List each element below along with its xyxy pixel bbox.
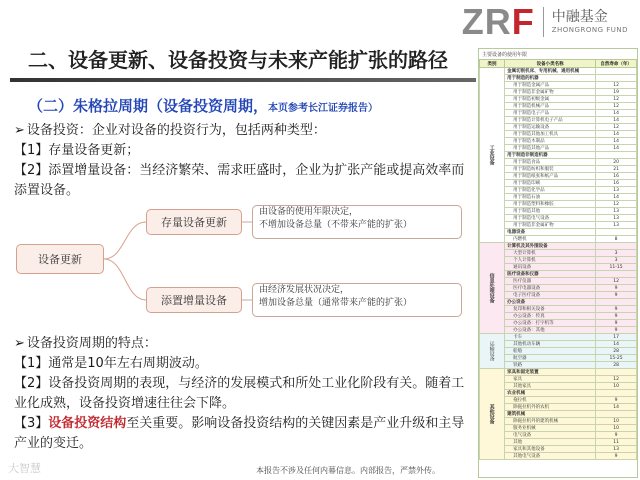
lifespan-cell: 13 xyxy=(596,215,637,222)
logo-divider xyxy=(543,7,544,37)
lifespan-cell: 28 xyxy=(596,362,637,369)
lifespan-cell: 9 xyxy=(596,432,637,439)
lifespan-cell: 14 xyxy=(596,194,637,201)
lifespan-cell: 16 xyxy=(596,180,637,187)
col-header: 类别 xyxy=(480,60,505,68)
increment-node: 添置增量设备 xyxy=(146,287,242,313)
item-cell: 用于制造石油 xyxy=(505,194,596,201)
table-row xyxy=(480,369,637,376)
source-note: 本页参考长江证券报告） xyxy=(268,103,379,114)
item-cell: 办公设备：传真 xyxy=(505,313,596,320)
lifespan-cell: 11 xyxy=(596,439,637,446)
logo-mark: ZRF xyxy=(461,1,535,42)
item-cell: 用于制造塑料和橡胶 xyxy=(505,201,596,208)
features-heading: 设备投资周期的特点： xyxy=(26,336,157,351)
item-cell: 用于制造金属产品 xyxy=(505,82,596,89)
item-cell: 卡车 xyxy=(505,334,596,341)
lifespan-cell: 14 xyxy=(596,341,637,348)
intro-line-2: 【1】存量设备更新； xyxy=(14,143,140,158)
lifespan-cell: 28 xyxy=(596,348,637,355)
lifespan-cell: 21 xyxy=(596,166,637,173)
intro-line-3: 【2】添置增量设备：当经济繁荣、需求旺盛时，企业为扩张产能或提高效率而添置设备。 xyxy=(14,163,465,198)
category-cell: 运输设备 xyxy=(480,334,505,369)
table-row xyxy=(480,243,637,250)
lifespan-cell: 10 xyxy=(596,418,637,425)
features-block xyxy=(14,334,470,454)
item-cell: 用于制造计算机电子产品 xyxy=(505,117,596,124)
lifespan-cell: 12 xyxy=(596,96,637,103)
item-cell: 用于制造机械产品 xyxy=(505,103,596,110)
item-cell: 农业机械 xyxy=(505,390,596,397)
item-cell: 用于制造食品 xyxy=(505,159,596,166)
increment-note: 由经济发展状况决定， 增加设备总量（通常带来产能的扩张） xyxy=(252,283,462,317)
lifespan-cell: 14 xyxy=(596,110,637,117)
feature-2: 【2】设备投资周期的表现，与经济的发展模式和所处工业化阶段有关。随着工业化成熟，设备投资增速往往会下降。 xyxy=(14,376,465,411)
item-cell: 拖拉机 xyxy=(505,397,596,404)
bullet-arrow-icon: ➢ xyxy=(14,123,25,138)
lifespan-cell: 13 xyxy=(596,222,637,229)
lifespan-cell: 12 xyxy=(596,278,637,285)
lifespan-cell xyxy=(596,299,637,306)
lifespan-cell: 20 xyxy=(596,159,637,166)
lifespan-cell: 11-15 xyxy=(596,264,637,271)
lifespan-cell: 9 xyxy=(596,327,637,334)
item-cell: 用于制造纸张和纸产品 xyxy=(505,173,596,180)
category-cell: 其他设备 xyxy=(480,369,505,460)
item-cell: 船舶 xyxy=(505,348,596,355)
item-cell: 办公设备：其他 xyxy=(505,327,596,334)
item-cell: 家具 xyxy=(505,376,596,383)
item-cell: 电器设备 xyxy=(505,229,596,236)
lifespan-table xyxy=(479,59,637,460)
item-cell: 用于制造化学品 xyxy=(505,187,596,194)
item-cell: 复印和相关设备 xyxy=(505,306,596,313)
lifespan-cell: 9 xyxy=(596,397,637,404)
stock-update-node: 存量设备更新 xyxy=(146,209,242,235)
intro-line-1: 设备投资：企业对设备的投资行为，包括两种类型： xyxy=(26,123,326,138)
lifespan-cell: 12 xyxy=(596,376,637,383)
item-cell: 用于制造非金属矿物 xyxy=(505,222,596,229)
item-cell: 用于制造电子产品 xyxy=(505,110,596,117)
item-cell: 用于制造其他 xyxy=(505,208,596,215)
lifespan-cell: 12 xyxy=(596,201,637,208)
table-title: 主要设备的使用年限 xyxy=(482,52,528,58)
lifespan-cell xyxy=(596,369,637,376)
item-cell: 通讯设备 xyxy=(505,264,596,271)
equipment-diagram xyxy=(10,200,472,330)
item-cell: 服务业机械 xyxy=(505,425,596,432)
watermark: 大智慧 xyxy=(8,462,41,475)
section-subtitle: （二）朱格拉周期（设备投资周期，本页参考长江证券报告） xyxy=(28,97,379,115)
item-cell: 电气设备 xyxy=(505,432,596,439)
item-cell: 用于制造木制品 xyxy=(505,138,596,145)
item-cell: 金属切削机床、专用机械、通用机械 xyxy=(505,68,596,75)
lifespan-cell: 10 xyxy=(596,425,637,432)
item-cell: 建筑机械 xyxy=(505,411,596,418)
equipment-update-node: 设备更新 xyxy=(16,244,104,274)
col-header: 自然寿命（年） xyxy=(596,60,637,68)
item-cell: 用于制造非制造机器 xyxy=(505,152,596,159)
brand-logo xyxy=(461,1,628,42)
item-cell: 用于制造的机器 xyxy=(505,75,596,82)
lifespan-cell: 14 xyxy=(596,117,637,124)
lifespan-cell xyxy=(596,390,637,397)
title-divider xyxy=(10,78,476,82)
lifespan-cell: 9 xyxy=(596,453,637,460)
lifespan-cell: 14 xyxy=(596,138,637,145)
lifespan-cell: 10 xyxy=(596,383,637,390)
item-cell: 用于制造运输设备 xyxy=(505,124,596,131)
item-cell: 用于制造其他加工机具 xyxy=(505,131,596,138)
feature-3: 【3】设备投资结构至关重要。影响设备投资结构的关键因素是产业升级和主导产业的变迁。 xyxy=(14,416,465,451)
item-cell: 用于制造纺织和服装 xyxy=(505,166,596,173)
item-cell: 办公设备：打字机等 xyxy=(505,320,596,327)
lifespan-cell: 9 xyxy=(596,306,637,313)
lifespan-cell: 3 xyxy=(596,257,637,264)
lifespan-cell xyxy=(596,152,637,159)
brand-name-en: ZHONGRONG FUND xyxy=(551,26,628,34)
item-cell: 其他机动车辆 xyxy=(505,341,596,348)
item-cell: 家具和其他设备 xyxy=(505,446,596,453)
lifespan-cell: 9 xyxy=(596,292,637,299)
table-row xyxy=(480,334,637,341)
stock-update-note: 由设备的使用年限决定， 不增加设备总量（不带来产能的扩张） xyxy=(252,205,462,239)
lifespan-cell: 9 xyxy=(596,313,637,320)
lifespan-cell: 16 xyxy=(596,173,637,180)
item-cell: 办公设备 xyxy=(505,299,596,306)
item-cell: 用于制造非金属矿物 xyxy=(505,89,596,96)
item-cell: 用于制造电气设备 xyxy=(505,215,596,222)
lifespan-cell xyxy=(596,411,637,418)
item-cell: 医疗仪器 xyxy=(505,278,596,285)
item-cell: 除拖拉机外的农机 xyxy=(505,404,596,411)
lifespan-cell: 14 xyxy=(596,145,637,152)
feature-1: 【1】通常是10年左右周期波动。 xyxy=(14,356,208,371)
lifespan-cell: 3 xyxy=(596,250,637,257)
lifespan-cell: 19 xyxy=(596,89,637,96)
col-header: 设备小类名称 xyxy=(505,60,596,68)
item-cell: 计算机及其外围设备 xyxy=(505,243,596,250)
lifespan-cell: 13 xyxy=(596,187,637,194)
item-cell: 医疗电器设备 xyxy=(505,285,596,292)
item-cell: 其他电气设备 xyxy=(505,453,596,460)
item-cell: 个人计算机 xyxy=(505,257,596,264)
highlight-structure: 设备投资结构 xyxy=(48,416,127,431)
bullet-arrow-icon: ➢ xyxy=(14,336,25,351)
lifespan-cell: 12 xyxy=(596,103,637,110)
lifespan-cell xyxy=(596,271,637,278)
item-cell: 电子医疗设备 xyxy=(505,292,596,299)
page-title: 二、设备更新、设备投资与未来产能扩张的路径 xyxy=(28,48,448,72)
table-row xyxy=(480,68,637,75)
item-cell: 除拖拉机外的建筑机械 xyxy=(505,418,596,425)
item-cell: 家具和固定装置 xyxy=(505,369,596,376)
lifespan-cell: 14 xyxy=(596,131,637,138)
item-cell: 大型计算机 xyxy=(505,250,596,257)
lifespan-cell: 9 xyxy=(596,320,637,327)
lifespan-cell xyxy=(596,243,637,250)
item-cell: 用于制造初级金属 xyxy=(505,96,596,103)
lifespan-cell: 13 xyxy=(596,446,637,453)
intro-block xyxy=(14,121,470,201)
footer-disclaimer: 本报告不涉及任何内幕信息。内部报告，严禁外传。 xyxy=(256,466,440,475)
category-cell: 工业设备 xyxy=(480,68,505,243)
item-cell: 用于制造其他产品 xyxy=(505,145,596,152)
lifespan-cell: 9 xyxy=(596,285,637,292)
lifespan-cell: 15-25 xyxy=(596,355,637,362)
lifespan-cell: 12 xyxy=(596,82,637,89)
lifespan-cell xyxy=(596,75,637,82)
item-cell: 内燃机 xyxy=(505,236,596,243)
lifespan-cell: 13 xyxy=(596,208,637,215)
category-cell: 信息处理设备 xyxy=(480,243,505,334)
item-cell: 铁路 xyxy=(505,362,596,369)
lifespan-cell: 8 xyxy=(596,236,637,243)
brand-name-cn: 中融基金 xyxy=(551,9,608,25)
lifespan-cell xyxy=(596,68,637,75)
item-cell: 用于制造印刷 xyxy=(505,180,596,187)
lifespan-cell xyxy=(596,229,637,236)
item-cell: 医疗设备和仪器 xyxy=(505,271,596,278)
lifespan-cell: 17 xyxy=(596,334,637,341)
lifespan-cell: 14 xyxy=(596,404,637,411)
item-cell: 其他家具 xyxy=(505,383,596,390)
lifespan-cell: 12 xyxy=(596,124,637,131)
item-cell: 其他 xyxy=(505,439,596,446)
item-cell: 航空器 xyxy=(505,355,596,362)
equipment-lifespan-table xyxy=(478,48,638,478)
